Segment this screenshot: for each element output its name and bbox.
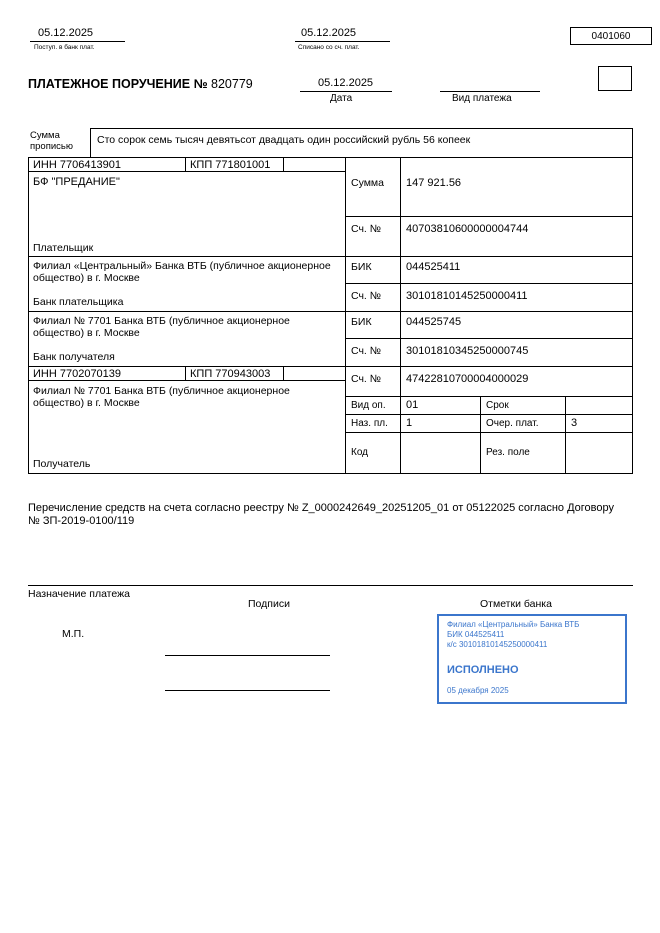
bank-marks-label: Отметки банка — [480, 598, 552, 610]
bank-receipt-underline — [30, 41, 125, 42]
reserve-label: Рез. поле — [486, 447, 530, 458]
payer-kpp: КПП 771801001 — [190, 159, 271, 171]
doc-date-label: Дата — [330, 93, 353, 104]
doc-date: 05.12.2025 — [318, 77, 374, 89]
table-line — [283, 366, 284, 380]
purpose-underline — [28, 585, 633, 586]
stamp-bik: БИК 044525411 — [447, 630, 505, 639]
payer-account-label: Сч. № — [351, 223, 382, 235]
payer-bank-name: Филиал «Центральный» Банка ВТБ (публичное акционерное общество) в г. Москве — [33, 260, 331, 285]
amount-words-value: Сто сорок семь тысяч девятьсот двадцать один российский рубль 56 копеек — [97, 134, 471, 146]
bank-receipt-label: Поступ. в банк плат. — [34, 44, 95, 51]
mp-label: М.П. — [62, 628, 85, 640]
table-line — [28, 157, 29, 473]
bank-receipt-date: 05.12.2025 — [38, 27, 94, 39]
payer-name: БФ "ПРЕДАНИЕ" — [33, 176, 120, 188]
purpose-text: Перечисление средств на счета согласно реестру № Z_0000242649_20251205_01 от 05122025 согласно Договору № ЗП-2019-0100/119 — [28, 502, 614, 527]
debit-date-label: Списано со сч. плат. — [298, 44, 360, 51]
doc-title-label: ПЛАТЕЖНОЕ ПОРУЧЕНИЕ № — [28, 77, 208, 91]
stamp-date: 05 декабря 2025 — [447, 686, 509, 695]
payer-bank-account-label: Сч. № — [351, 290, 382, 302]
payer-bank-bik-label: БИК — [351, 261, 372, 273]
table-line — [345, 414, 633, 415]
payment-type-label: Вид платежа — [452, 93, 512, 104]
doc-number: 820779 — [211, 77, 253, 91]
stamp-bank-name: Филиал «Центральный» Банка ВТБ — [447, 620, 580, 629]
stamp-status: ИСПОЛНЕНО — [447, 664, 519, 676]
table-line — [345, 338, 633, 339]
payer-account: 40703810600000004744 — [406, 223, 529, 235]
priority-value: 3 — [571, 417, 578, 429]
payee-bank-label: Банк получателя — [33, 351, 115, 363]
payer-bank-bik: 044525411 — [406, 261, 461, 273]
table-line — [28, 366, 633, 367]
payee-kpp: КПП 770943003 — [190, 368, 271, 380]
table-line — [345, 396, 633, 397]
doc-date-underline — [300, 91, 392, 92]
payee-bank-bik-label: БИК — [351, 316, 372, 328]
payee-name: Филиал № 7701 Банка ВТБ (публичное акционерное общество) в г. Москве — [33, 385, 290, 410]
payment-type-box — [598, 66, 632, 91]
doc-title — [28, 77, 253, 92]
payer-bank-label: Банк плательщика — [33, 296, 124, 308]
amount-words-label: Сумма прописью — [30, 130, 73, 153]
table-line — [28, 157, 633, 158]
term-label: Срок — [486, 400, 509, 411]
op-type-label: Вид оп. — [351, 400, 386, 411]
signature-line-1 — [165, 655, 330, 656]
table-line — [345, 216, 633, 217]
table-line — [185, 157, 186, 171]
signatures-label: Подписи — [248, 598, 290, 610]
payment-type-underline — [440, 91, 540, 92]
purpose-code-value: 1 — [406, 417, 413, 429]
payer-label: Плательщик — [33, 242, 94, 254]
code-label: Код — [351, 447, 369, 458]
bank-stamp — [437, 614, 627, 704]
table-line — [565, 396, 566, 473]
payee-label: Получатель — [33, 458, 91, 470]
priority-label: Очер. плат. — [486, 418, 539, 429]
debit-date-underline — [295, 41, 390, 42]
debit-date: 05.12.2025 — [301, 27, 357, 39]
payer-inn: ИНН 7706413901 — [33, 159, 122, 171]
payee-bank-bik: 044525745 — [406, 316, 462, 328]
amount-label: Сумма — [351, 177, 384, 189]
payee-bank-account: 30101810345250000745 — [406, 345, 529, 357]
table-line — [28, 473, 633, 474]
form-code-box — [570, 27, 652, 45]
payee-bank-account-label: Сч. № — [351, 345, 382, 357]
amount-box-top — [90, 128, 633, 129]
table-line — [632, 128, 633, 473]
table-line — [283, 157, 284, 171]
table-line — [185, 366, 186, 380]
purpose-code-label: Наз. пл. — [351, 418, 388, 429]
table-line — [400, 157, 401, 473]
payee-account: 47422810700004000029 — [406, 373, 529, 385]
table-line — [28, 256, 633, 257]
purpose-label: Назначение платежа — [28, 588, 130, 600]
form-code: 0401060 — [591, 30, 631, 42]
table-line — [345, 283, 633, 284]
amount-value: 147 921.56 — [406, 177, 462, 189]
amount-box-left — [90, 128, 91, 157]
payer-bank-account: 30101810145250000411 — [406, 290, 528, 302]
signature-line-2 — [165, 690, 330, 691]
table-line — [28, 311, 633, 312]
stamp-corr-account: к/с 30101810145250000411 — [447, 640, 548, 649]
payee-account-label: Сч. № — [351, 373, 382, 385]
table-line — [345, 432, 633, 433]
table-line — [345, 157, 346, 473]
table-line — [480, 396, 481, 473]
payee-bank-name: Филиал № 7701 Банка ВТБ (публичное акционерное общество) в г. Москве — [33, 315, 290, 340]
payee-inn: ИНН 7702070139 — [33, 368, 122, 380]
op-type-value: 01 — [406, 399, 419, 411]
